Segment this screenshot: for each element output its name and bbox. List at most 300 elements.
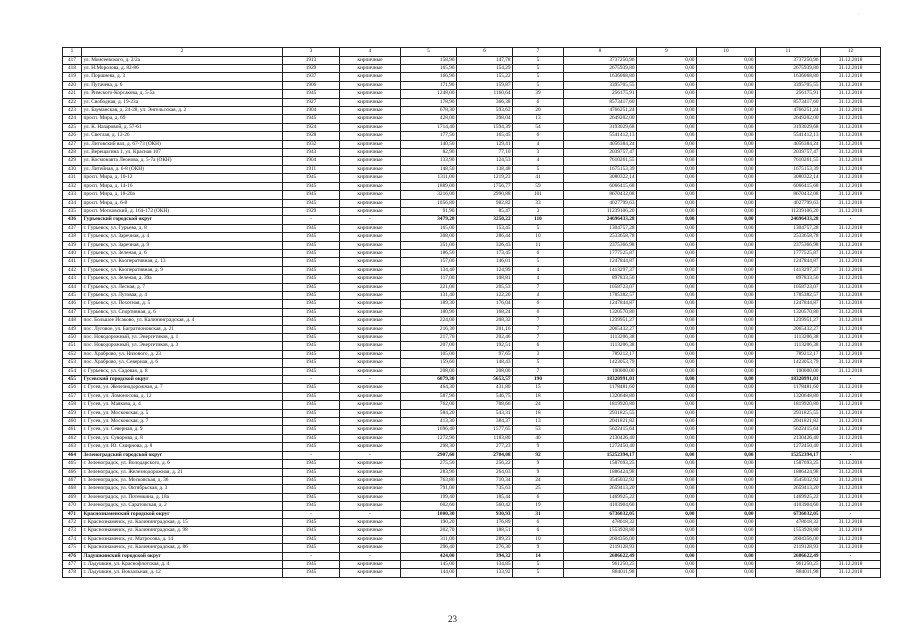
residents-cell: 5 [513,560,564,568]
residents-cell: 5 [513,65,564,73]
cost-total-cell: 884011,98 [564,569,637,577]
cost-other-cell: 0,00 [697,342,756,350]
cost-remaining-cell: 1886424,98 [756,468,821,476]
living-area-cell: 201,16 [457,325,513,333]
cost-other-cell: 0,00 [697,359,756,367]
address-cell: г. Гурьевск, ул. Луговая, д. 4 [82,291,283,299]
row-number-cell: 450 [63,334,82,342]
residents-cell: 25 [513,485,564,493]
table-row [63,535,881,543]
table-row [63,468,881,476]
year-built-cell: 1945 [283,317,340,325]
page-number: 23 [448,614,457,624]
deadline-cell: 31.12.2018 [821,434,881,442]
wall-material-cell: кирпичные [340,275,401,283]
address-cell: пос. Большое Исаково, ул. Калининградская, д. 4 [82,317,283,325]
cost-remaining-cell: 8670432,08 [756,191,821,199]
table-row [63,149,881,157]
cost-other-cell: 0,00 [697,191,756,199]
cost-total-cell: 256175,91 [564,90,637,98]
year-built-cell: 1945 [283,359,340,367]
wall-material-cell: кирпичные [340,300,401,308]
cost-total-cell: 2130426,40 [564,434,637,442]
living-area-cell: 176,04 [457,300,513,308]
living-area-cell: 202,46 [457,334,513,342]
deadline-cell: 31.12.2018 [821,426,881,434]
living-area-cell: 124,99 [457,266,513,274]
wall-material-cell: кирпичные [340,443,401,451]
year-built-cell: 1927 [283,98,340,106]
deadline-cell: 31.12.2018 [821,535,881,543]
year-built-cell: 1945 [283,434,340,442]
residents-cell: 9 [513,460,564,468]
year-built-cell: 1945 [283,350,340,358]
cost-other-cell: 0,00 [697,518,756,526]
year-built-cell: 1945 [283,401,340,409]
cost-remaining-cell: 2649202,00 [756,115,821,123]
cost-total-cell: 1886424,98 [564,468,637,476]
residents-cell: 3 [513,149,564,157]
year-built-cell: 1945 [283,249,340,257]
cost-other-cell: 0,00 [697,300,756,308]
year-built-cell: 1924 [283,123,340,131]
year-built-cell: 1945 [283,174,340,182]
cost-total-cell: 5622415,64 [564,426,637,434]
year-built-cell: - [283,510,340,518]
wall-material-cell: кирпичные [340,123,401,131]
cost-budget-cell: 0,00 [637,224,697,232]
year-built-cell: 1911 [283,165,340,173]
residents-cell: 7 [513,317,564,325]
residents-cell: 6 [513,518,564,526]
cost-budget-cell: 0,00 [637,149,697,157]
total-area-cell: 217,70 [401,334,457,342]
cost-remaining-cell: 15252394,17 [756,451,821,459]
living-area-cell: 168,24 [457,308,513,316]
wall-material-cell: кирпичные [340,392,401,400]
living-area-cell: 134,85 [457,560,513,568]
year-built-cell: 1945 [283,266,340,274]
total-area-cell: 199,40 [401,493,457,501]
wall-material-cell: кирпичные [340,409,401,417]
address-cell: просп. Мира, д. 69 [82,115,283,123]
year-built-cell: 1945 [283,569,340,577]
wall-material-cell: кирпичные [340,434,401,442]
row-number-cell: 443 [63,275,82,283]
address-cell: ул. Литовский вал, д. 67-73 (ОКН) [82,140,283,148]
living-area-cell: 159,87 [457,81,513,89]
residents-cell: 4 [513,291,564,299]
year-built-cell: 1945 [283,367,340,375]
deadline-cell: 31.12.2018 [821,107,881,115]
cost-budget-cell: 0,00 [637,165,697,173]
total-area-cell: 144,00 [401,569,457,577]
deadline-cell: 31.12.2018 [821,308,881,316]
table-row [63,291,881,299]
living-area-cell: 431,80 [457,384,513,392]
total-area-cell: 6079,30 [401,376,457,384]
table-row [63,65,881,73]
cost-total-cell: 1247844,87 [564,258,637,266]
cost-other-cell: 0,00 [697,325,756,333]
deadline-cell: 31.12.2018 [821,115,881,123]
deadline-cell: 31.12.2018 [821,241,881,249]
year-built-cell: 1945 [283,392,340,400]
year-built-cell: 1929 [283,207,340,215]
residents-cell: 4 [513,157,564,165]
total-area-cell: 166,90 [401,73,457,81]
total-area-cell: 1056,80 [401,199,457,207]
cost-budget-cell: 0,00 [637,258,697,266]
address-cell: г. Гурьевск, ул. Спортивная, д. 6 [82,308,283,316]
living-area-cell: 153,45 [457,224,513,232]
cost-remaining-cell: 1423053,79 [756,359,821,367]
total-area-cell: 296,40 [401,544,457,552]
cost-budget-cell: 0,00 [637,115,697,123]
deadline-cell: 31.12.2018 [821,359,881,367]
row-number-cell: 453 [63,359,82,367]
total-area-cell: 762,00 [401,401,457,409]
address-cell: ул. Литейная, д. 6-8 (ОКН) [82,165,283,173]
total-area-cell: 283,90 [401,468,457,476]
total-area-cell: 308,00 [401,233,457,241]
address-cell: пос. Храброво, ул. Северная, д. 6 [82,359,283,367]
table-row [63,334,881,342]
table-row [63,266,881,274]
cost-budget-cell: 0,00 [637,308,697,316]
cost-other-cell: 0,00 [697,182,756,190]
table-row [63,409,881,417]
column-number-cell: 11 [756,48,821,57]
cost-remaining-cell: 1469925,22 [756,493,821,501]
column-number-cell: 3 [283,48,340,57]
cost-remaining-cell: 1178481,60 [756,384,821,392]
cost-total-cell: 4103904,60 [564,502,637,510]
cost-other-cell: 0,00 [697,392,756,400]
total-area-cell: 1714,40 [401,123,457,131]
address-cell: г. Гусев, ул. Железнодорожная, д. 7 [82,384,283,392]
total-area-cell: 413,30 [401,418,457,426]
deadline-cell: - [821,552,881,560]
cost-budget-cell: 0,00 [637,544,697,552]
deadline-cell: 31.12.2018 [821,392,881,400]
cost-total-cell: 1320648,80 [564,392,637,400]
living-area-cell: 205,53 [457,283,513,291]
address-cell: г. Зеленоградск, ул. Московская, д. 36 [82,476,283,484]
living-area-cell: 286,44 [457,233,513,241]
cost-remaining-cell: 1413297,37 [756,266,821,274]
living-area-cell: 1594,39 [457,123,513,131]
column-number-row [63,48,881,57]
residents-cell: 5 [513,73,564,81]
wall-material-cell: кирпичные [340,81,401,89]
year-built-cell: 1945 [283,426,340,434]
cost-total-cell: 5541412,13 [564,132,637,140]
wall-material-cell: кирпичные [340,140,401,148]
residents-cell: 3 [513,350,564,358]
column-number-cell: 9 [637,48,697,57]
cost-budget-cell: 0,00 [637,207,697,215]
address-cell: г. Гурьевск, ул. Гурьева, д. 8 [82,224,283,232]
wall-material-cell: кирпичные [340,241,401,249]
residents-cell: 11 [513,241,564,249]
table-row [63,140,881,148]
residents-cell: 40 [513,434,564,442]
wall-material-cell: - [340,376,401,384]
address-cell: ул. Моисеевского, д. 2/2а [82,56,283,64]
cost-budget-cell: 0,00 [637,317,697,325]
wall-material-cell: кирпичные [340,334,401,342]
table-row [63,132,881,140]
year-built-cell: 1945 [283,233,340,241]
table-row [63,476,881,484]
address-cell: г. Краснознаменск, ул. Матросова, д. 14 [82,535,283,543]
wall-material-cell: кирпичные [340,325,401,333]
table-row [63,367,881,375]
cost-remaining-cell: 5622415,64 [756,426,821,434]
living-area-cell: 326,43 [457,241,513,249]
wall-material-cell: кирпичные [340,115,401,123]
cost-remaining-cell: 5541412,13 [756,132,821,140]
address-cell: г. Ладушкин, ул. Краснофлотская, д. 4 [82,560,283,568]
total-area-cell: 424,00 [401,552,457,560]
deadline-cell: 31.12.2018 [821,476,881,484]
living-area-cell: 77,10 [457,149,513,157]
deadline-cell: 31.12.2018 [821,527,881,535]
cost-total-cell: 2375366,98 [564,241,637,249]
cost-other-cell: 0,00 [697,81,756,89]
living-area-cell: 208,00 [457,367,513,375]
cost-remaining-cell: 1675153,39 [756,165,821,173]
row-number-cell: 440 [63,249,82,257]
cost-remaining-cell: 6736032,05 [756,510,821,518]
column-number-cell: 2 [82,48,283,57]
cost-other-cell: 0,00 [697,334,756,342]
residents-cell: 20 [513,107,564,115]
cost-budget-cell: 0,00 [637,485,697,493]
cost-total-cell: 1247844,87 [564,300,637,308]
living-area-cell: 147,78 [457,56,513,64]
row-number-cell: 417 [63,56,82,64]
residents-cell: 24 [513,476,564,484]
cost-other-cell: 0,00 [697,544,756,552]
cost-remaining-cell: 3193029,68 [756,123,821,131]
cost-budget-cell: 0,00 [637,233,697,241]
address-cell: Гурьевский городской округ [82,216,283,224]
total-area-cell: 189,30 [401,300,457,308]
table-row [63,401,881,409]
wall-material-cell: кирпичные [340,191,401,199]
cost-remaining-cell: 6066415,68 [756,182,821,190]
table-row [63,90,881,98]
table-row [63,342,881,350]
cost-total-cell: 24696433,28 [564,216,637,224]
cost-budget-cell: 0,00 [637,535,697,543]
row-number-cell: 437 [63,224,82,232]
total-area-cell: 311,00 [401,535,457,543]
deadline-cell: 31.12.2018 [821,73,881,81]
year-built-cell: 1945 [283,199,340,207]
residents-cell: 18 [513,409,564,417]
deadline-cell: 31.12.2018 [821,560,881,568]
cost-other-cell: 0,00 [697,552,756,560]
cost-remaining-cell: 1239951,27 [756,317,821,325]
address-cell: г. Гусев, ул. Суворова, д. 8 [82,434,283,442]
table-row [63,560,881,568]
year-built-cell: 1945 [283,418,340,426]
cost-budget-cell: 0,00 [637,249,697,257]
living-area-cell: 108,81 [457,275,513,283]
cost-remaining-cell: 18320991,01 [756,376,821,384]
year-built-cell: 1945 [283,527,340,535]
wall-material-cell: кирпичные [340,165,401,173]
cost-budget-cell: 0,00 [637,418,697,426]
table-row [63,191,881,199]
cost-total-cell: 7610261,55 [564,157,637,165]
cost-remaining-cell: 100000,00 [756,367,821,375]
cost-remaining-cell: 24696433,28 [756,216,821,224]
year-built-cell: 1945 [283,460,340,468]
cost-other-cell: 0,00 [697,317,756,325]
cost-remaining-cell: 2675939,80 [756,65,821,73]
cost-remaining-cell: 11239106,20 [756,207,821,215]
address-cell: ул. Бауманская, д. 24-28, ул. Энгельсская, д. 2 [82,107,283,115]
total-area-cell: 159,60 [401,359,457,367]
deadline-cell: 31.12.2018 [821,123,881,131]
cost-budget-cell: 0,00 [637,569,697,577]
row-number-cell: 477 [63,560,82,568]
row-number-cell: 446 [63,300,82,308]
cost-budget-cell: 0,00 [637,409,697,417]
cost-total-cell: 6066415,68 [564,182,637,190]
deadline-cell: - [821,510,881,518]
cost-remaining-cell: 1058723,07 [756,283,821,291]
living-area-cell: 208,32 [457,317,513,325]
row-number-cell: 476 [63,552,82,560]
table-row [63,569,881,577]
wall-material-cell: кирпичные [340,182,401,190]
cost-other-cell: 0,00 [697,132,756,140]
year-built-cell: 1945 [283,182,340,190]
deadline-cell: 31.12.2018 [821,258,881,266]
cost-other-cell: 0,00 [697,249,756,257]
cost-budget-cell: 0,00 [637,123,697,131]
wall-material-cell: кирпичные [340,518,401,526]
column-number-cell: 4 [340,48,401,57]
row-number-cell: 463 [63,443,82,451]
cost-remaining-cell: 1304757,28 [756,224,821,232]
wall-material-cell: кирпичные [340,132,401,140]
deadline-cell: 31.12.2018 [821,65,881,73]
total-area-cell: 134,40 [401,266,457,274]
cost-total-cell: 3080322,14 [564,174,637,182]
cost-remaining-cell: 256175,91 [756,90,821,98]
cost-total-cell: 478618,32 [564,518,637,526]
cost-remaining-cell: 789212,17 [756,350,821,358]
cost-remaining-cell: 4027799,63 [756,199,821,207]
total-area-cell: 602,60 [401,502,457,510]
table-row [63,418,881,426]
address-cell: пос. Луговое, ул. Багратионовская, д. 21 [82,325,283,333]
table-row [63,485,881,493]
residents-cell: 6 [513,132,564,140]
address-cell: просп. Московский, д. 164-172 (ОКН) [82,207,283,215]
cost-remaining-cell: 478618,32 [756,518,821,526]
year-built-cell: 1932 [283,140,340,148]
residents-cell: 24 [513,401,564,409]
living-area-cell: 154,29 [457,65,513,73]
row-number-cell: 419 [63,73,82,81]
address-cell: просп. Мира, д. 6-8 [82,199,283,207]
residents-cell: 5 [513,81,564,89]
cost-remaining-cell: 1636068,80 [756,73,821,81]
total-area-cell: 105,00 [401,350,457,358]
cost-remaining-cell: 2041821,82 [756,418,821,426]
table-row [63,434,881,442]
cost-other-cell: 0,00 [697,384,756,392]
district-total-row [63,451,881,459]
address-cell: г. Гурьевск, ул. Лесная, д. 7 [82,283,283,291]
row-number-cell: 472 [63,518,82,526]
cost-remaining-cell: 4766251,24 [756,107,821,115]
year-built-cell: - [283,376,340,384]
residents-cell: 53 [513,426,564,434]
row-number-cell: 441 [63,258,82,266]
living-area-cell: 546,75 [457,392,513,400]
living-area-cell: 1183,80 [457,434,513,442]
table-row [63,317,881,325]
row-number-cell: 445 [63,291,82,299]
cost-remaining-cell: 2659413,20 [756,485,821,493]
year-built-cell: 1945 [283,325,340,333]
wall-material-cell: кирпичные [340,149,401,157]
deadline-cell: 31.12.2018 [821,182,881,190]
cost-remaining-cell: 4103904,60 [756,502,821,510]
total-area-cell: 148,50 [401,165,457,173]
cost-remaining-cell: 2604356,00 [756,535,821,543]
cost-budget-cell: 0,00 [637,81,697,89]
cost-remaining-cell: 1113206,38 [756,334,821,342]
deadline-cell: 31.12.2018 [821,418,881,426]
deadline-cell: 31.12.2018 [821,199,881,207]
cost-other-cell: 0,00 [697,241,756,249]
residents-cell: 5 [513,165,564,173]
total-area-cell: 202,70 [401,527,457,535]
table-row [63,518,881,526]
wall-material-cell: кирпичные [340,476,401,484]
cost-remaining-cell: 1247844,87 [756,300,821,308]
residents-cell: 14 [513,552,564,560]
total-area-cell: 131,40 [401,291,457,299]
living-area-cell: 289,23 [457,535,513,543]
cost-total-cell: 2931825,55 [564,409,637,417]
cost-other-cell: 0,00 [697,527,756,535]
year-built-cell: 1945 [283,191,340,199]
residents-cell: 39 [513,90,564,98]
column-number-cell: 10 [697,48,756,57]
cost-other-cell: 0,00 [697,283,756,291]
total-area-cell: 117,00 [401,275,457,283]
year-built-cell: 1929 [283,65,340,73]
cost-other-cell: 0,00 [697,199,756,207]
residents-cell: 92 [513,451,564,459]
total-area-cell: 1889,00 [401,182,457,190]
year-built-cell: 1945 [283,334,340,342]
wall-material-cell: кирпичные [340,65,401,73]
total-area-cell: 351,00 [401,241,457,249]
total-area-cell: 171,90 [401,81,457,89]
cost-total-cell: 2686622,49 [564,552,637,560]
